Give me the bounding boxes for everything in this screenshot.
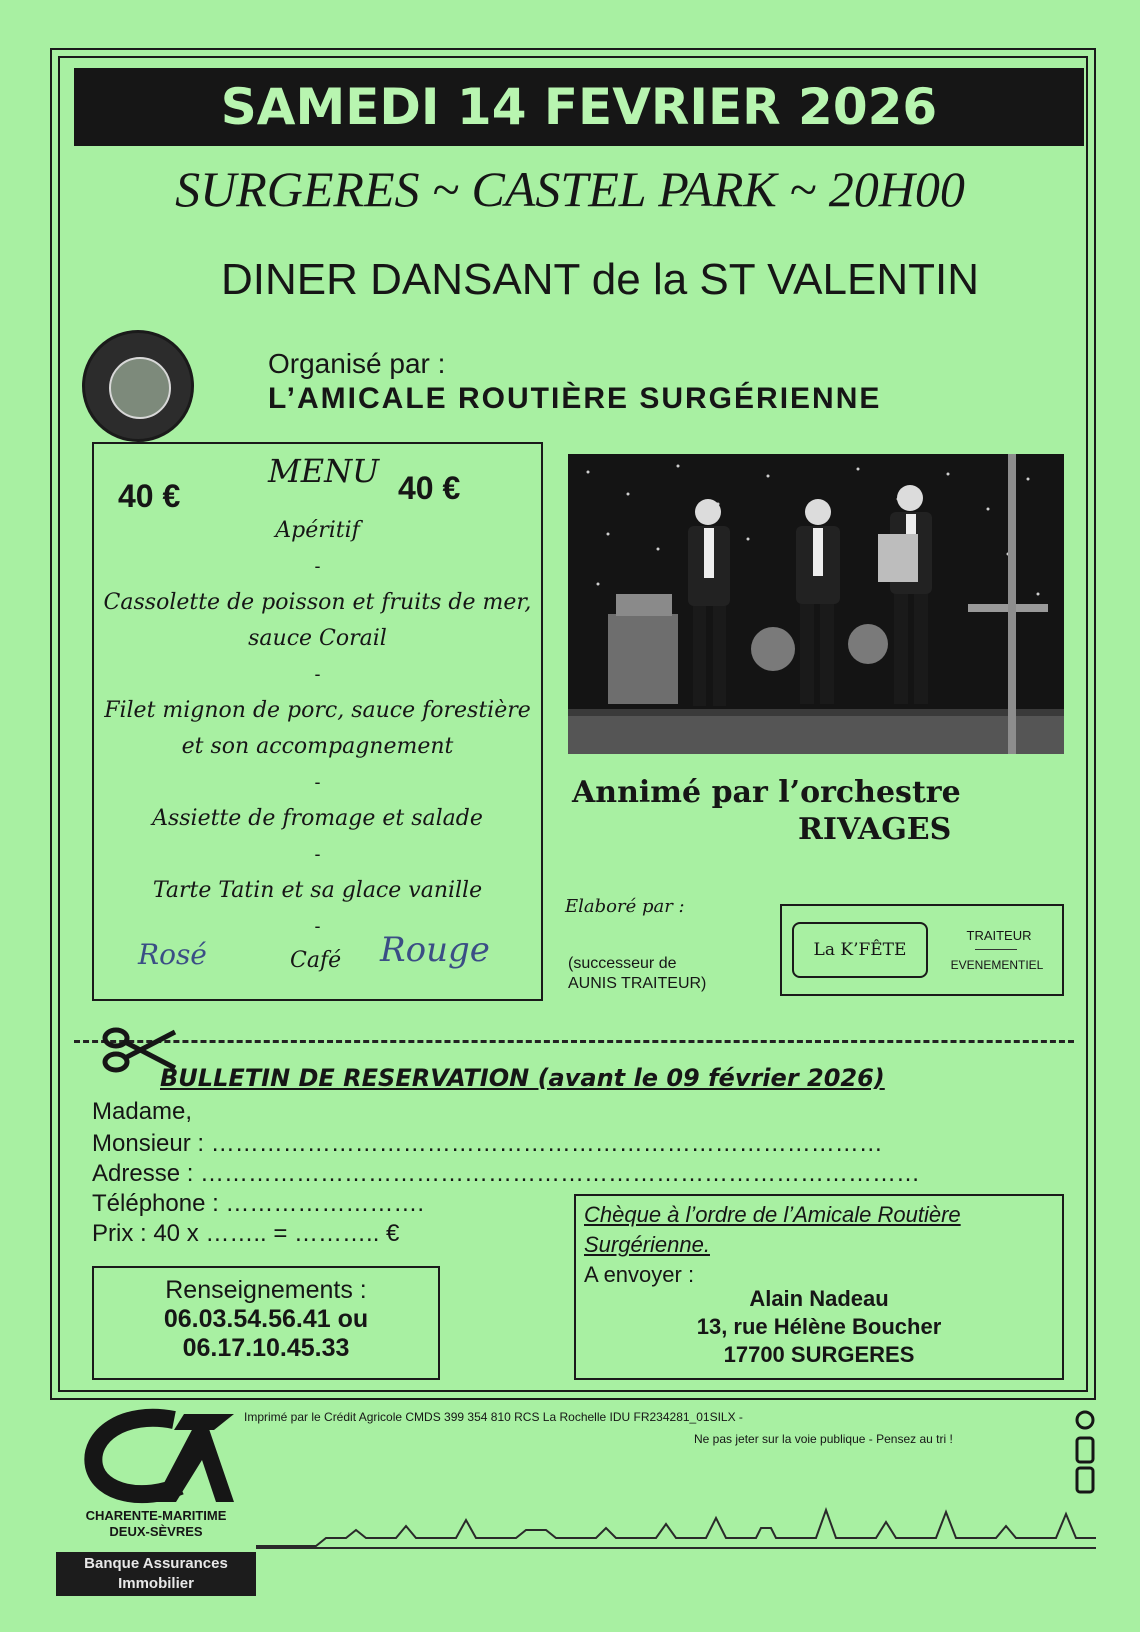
menu-dish-1-sauce: sauce Corail bbox=[248, 626, 387, 651]
menu-dish-2: Filet mignon de porc, sauce forestière bbox=[104, 698, 531, 723]
menu-dish-2-side: et son accompagnement bbox=[181, 734, 454, 759]
cheque-send-label: A envoyer : bbox=[584, 1262, 695, 1287]
info-phone-2: 06.17.10.45.33 bbox=[182, 1334, 350, 1362]
form-prix: Prix : 40 x …….. = ……….. € bbox=[92, 1220, 400, 1247]
caterer-type-2: EVENEMENTIEL bbox=[950, 958, 1044, 972]
caterer-divider bbox=[975, 949, 1017, 950]
caterer-type-1: TRAITEUR bbox=[966, 928, 1032, 943]
menu-aperitif: Apéritif bbox=[275, 518, 360, 543]
menu-price-right: 40 € bbox=[398, 470, 461, 506]
info-box bbox=[92, 1266, 440, 1380]
menu-wine-rose: Rosé bbox=[138, 938, 207, 971]
ca-region-line1: CHARENTE-MARITIME bbox=[85, 1508, 227, 1523]
town-skyline-illustration bbox=[256, 1500, 1096, 1552]
menu-separator: - bbox=[314, 844, 321, 864]
menu-dish-4: Tarte Tatin et sa glace vanille bbox=[152, 878, 483, 903]
menu-separator: - bbox=[314, 916, 321, 936]
band-photo-illustration bbox=[568, 454, 1064, 754]
litter-notice: Ne pas jeter sur la voie publique - Pensez au tri ! bbox=[694, 1432, 953, 1446]
reservation-title: BULLETIN DE RESERVATION (avant le 09 février 2026) bbox=[160, 1064, 885, 1092]
organizer-name: L’AMICALE ROUTIÈRE SURGÉRIENNE bbox=[268, 382, 882, 415]
event-title: DINER DANSANT de la ST VALENTIN bbox=[221, 255, 979, 304]
ca-banque-line1: Banque Assurances bbox=[84, 1555, 228, 1572]
cut-line bbox=[74, 1040, 1074, 1043]
form-madame: Madame, bbox=[92, 1098, 193, 1125]
organizer-label: Organisé par : bbox=[268, 348, 446, 379]
menu-wine-rouge: Rouge bbox=[380, 930, 490, 970]
menu-dish-1: Cassolette de poisson et fruits de mer, bbox=[103, 590, 532, 615]
menu-title: MENU bbox=[268, 452, 380, 490]
ca-region bbox=[56, 1508, 256, 1540]
info-phone-1: 06.03.54.56.41 ou bbox=[163, 1305, 369, 1333]
form-monsieur: Monsieur : ………………………………………………………………………… bbox=[92, 1130, 883, 1157]
caterer-logo: La K’FÊTE bbox=[792, 922, 928, 978]
credit-agricole-logo bbox=[84, 1406, 244, 1516]
cheque-order-line2: Surgérienne. bbox=[584, 1232, 710, 1257]
printer-notice: Imprimé par le Crédit Agricole CMDS 399 354 810 RCS La Rochelle IDU FR234281_01SILX - bbox=[244, 1410, 743, 1424]
ca-region-line2: DEUX-SÈVRES bbox=[109, 1524, 203, 1539]
menu-dish-3: Assiette de fromage et salade bbox=[152, 806, 483, 831]
ca-banque-box bbox=[56, 1552, 256, 1596]
ca-banque-line2: Immobilier bbox=[118, 1575, 194, 1592]
cheque-order-line1: Chèque à l’ordre de l’Amicale Routière bbox=[584, 1202, 961, 1227]
cheque-street: 13, rue Hélène Boucher bbox=[696, 1314, 942, 1339]
menu-price-left: 40 € bbox=[118, 478, 181, 514]
caterer-successor bbox=[568, 954, 706, 994]
recycle-icon bbox=[1074, 1410, 1096, 1494]
cheque-city: 17700 SURGERES bbox=[723, 1342, 915, 1367]
date-banner: SAMEDI 14 FEVRIER 2026 bbox=[74, 68, 1084, 146]
band-photo bbox=[568, 454, 1064, 754]
menu-separator: - bbox=[314, 556, 321, 576]
caterer-successor-line1: (successeur de bbox=[568, 955, 677, 972]
caterer-label: Elaboré par : bbox=[565, 896, 685, 917]
menu-separator: - bbox=[314, 772, 321, 792]
amicale-logo bbox=[82, 330, 194, 442]
menu-separator: - bbox=[314, 664, 321, 684]
venue-line: SURGERES ~ CASTEL PARK ~ 20H00 bbox=[175, 161, 965, 217]
form-telephone: Téléphone : ……………………. bbox=[92, 1190, 425, 1217]
band-name: RIVAGES bbox=[798, 812, 952, 847]
menu-coffee: Café bbox=[290, 948, 342, 973]
cheque-recipient: Alain Nadeau bbox=[749, 1286, 889, 1311]
amicale-logo-center bbox=[109, 357, 171, 419]
form-adresse: Adresse : ……………………………………………………………………………… bbox=[92, 1160, 921, 1187]
caterer-successor-line2: AUNIS TRAITEUR) bbox=[568, 975, 707, 992]
band-credit: Annimé par l’orchestre bbox=[572, 775, 961, 810]
info-label: Renseignements : bbox=[165, 1276, 367, 1304]
